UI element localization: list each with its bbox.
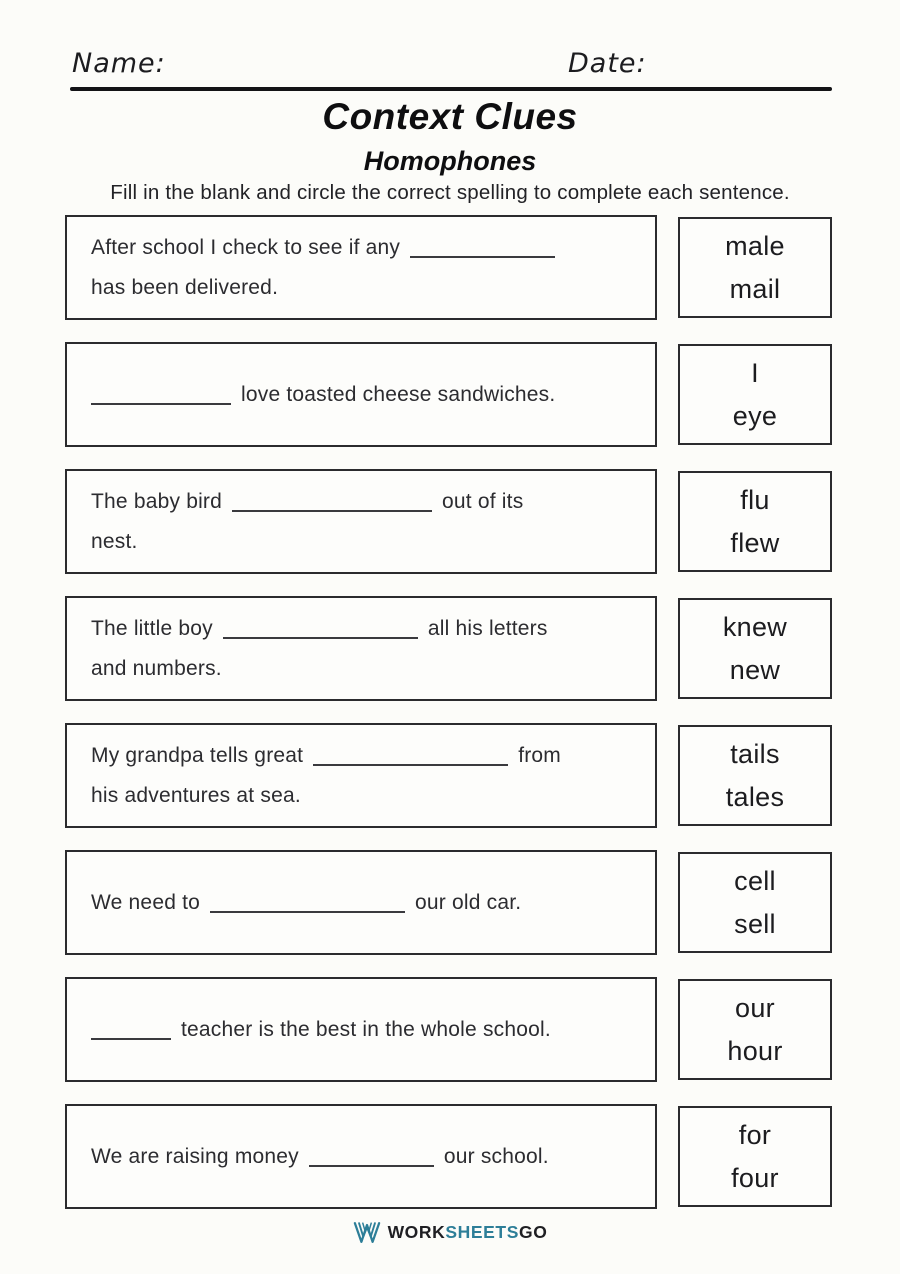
- exercise-row-2: [65, 342, 832, 447]
- word-choice-box: [678, 598, 832, 699]
- choice-word[interactable]: cell: [734, 865, 776, 896]
- sentence-text: [91, 609, 548, 689]
- sentence-segment: We need to: [91, 890, 201, 914]
- exercise-row-7: [65, 977, 832, 1082]
- instructions-text: Fill in the blank and circle the correct spelling to complete each sentence.: [110, 181, 790, 204]
- choice-word[interactable]: our: [735, 992, 775, 1023]
- choice-word[interactable]: sell: [734, 908, 776, 939]
- sentence-segment: nest.: [91, 529, 138, 553]
- sentence-segment: The little boy: [91, 616, 213, 640]
- sentence-segment: After school I check to see if any: [91, 235, 401, 259]
- exercise-row-6: [65, 850, 832, 955]
- fill-blank[interactable]: [91, 1018, 171, 1040]
- choice-word[interactable]: flu: [740, 484, 770, 515]
- choice-word[interactable]: mail: [729, 273, 781, 304]
- word-choice-box: [678, 471, 832, 572]
- choice-word[interactable]: new: [729, 654, 781, 685]
- choice-word[interactable]: flew: [730, 527, 780, 558]
- name-label: Name:: [72, 48, 166, 79]
- sentence-segment: his adventures at sea.: [91, 783, 301, 807]
- sentence-segment: all his letters: [427, 616, 548, 640]
- sentence-text: [91, 228, 565, 308]
- sentence-segment: from: [518, 743, 561, 767]
- choice-word[interactable]: for: [738, 1119, 772, 1150]
- worksheetsgo-w-icon: [353, 1221, 381, 1244]
- sentence-segment: our old car.: [415, 890, 522, 914]
- sentence-text: [91, 1137, 549, 1177]
- fill-blank[interactable]: [223, 617, 418, 639]
- header-rule: [70, 87, 832, 91]
- page-subtitle: Homophones: [363, 146, 537, 176]
- sentence-box: [65, 342, 657, 447]
- brand-wordmark: [388, 1222, 548, 1243]
- fill-blank[interactable]: [309, 1145, 434, 1167]
- choice-word[interactable]: four: [731, 1162, 779, 1193]
- fill-blank[interactable]: [410, 236, 555, 258]
- sentence-text: [91, 736, 561, 816]
- sentence-segment: has been delivered.: [91, 275, 279, 299]
- sentence-text: [91, 375, 555, 415]
- sentence-segment: out of its: [442, 489, 524, 513]
- exercise-row-1: [65, 215, 832, 320]
- exercise-row-4: [65, 596, 832, 701]
- sentence-segment: love toasted cheese sandwiches.: [241, 382, 556, 406]
- word-choice-box: [678, 725, 832, 826]
- word-choice-box: [678, 852, 832, 953]
- sentence-box: [65, 596, 657, 701]
- sentence-segment: teacher is the best in the whole school.: [181, 1017, 551, 1041]
- footer-brand: [0, 1221, 900, 1244]
- word-choice-box: [678, 1106, 832, 1207]
- exercise-row-5: [65, 723, 832, 828]
- exercise-row-3: [65, 469, 832, 574]
- choice-word[interactable]: tales: [725, 781, 785, 812]
- sentence-box: [65, 215, 657, 320]
- choice-word[interactable]: male: [725, 230, 785, 261]
- sentence-box: [65, 850, 657, 955]
- exercise-row-8: [65, 1104, 832, 1209]
- brand-part-work: WORK: [387, 1222, 446, 1242]
- sentence-text: [91, 883, 521, 923]
- sentence-text: [91, 482, 523, 562]
- page-title: Context Clues: [322, 96, 578, 137]
- brand-part-sheets: SHEETS: [445, 1222, 519, 1242]
- word-choice-box: [678, 979, 832, 1080]
- sentence-box: [65, 723, 657, 828]
- sentence-segment: My grandpa tells great: [91, 743, 304, 767]
- choice-word[interactable]: knew: [722, 611, 788, 642]
- fill-blank[interactable]: [232, 490, 432, 512]
- choice-word[interactable]: I: [751, 357, 759, 388]
- choice-word[interactable]: eye: [732, 400, 778, 431]
- fill-blank[interactable]: [313, 744, 508, 766]
- sentence-segment: and numbers.: [91, 656, 222, 680]
- fill-blank[interactable]: [91, 383, 231, 405]
- sentence-box: [65, 469, 657, 574]
- sentence-segment: We are raising money: [91, 1144, 299, 1168]
- choice-word[interactable]: hour: [727, 1035, 783, 1066]
- sentence-segment: The baby bird: [91, 489, 223, 513]
- choice-word[interactable]: tails: [730, 738, 780, 769]
- sentence-segment: our school.: [443, 1144, 549, 1168]
- fill-blank[interactable]: [210, 891, 405, 913]
- word-choice-box: [678, 344, 832, 445]
- sentence-box: [65, 1104, 657, 1209]
- exercise-rows: [65, 215, 832, 1231]
- sentence-box: [65, 977, 657, 1082]
- date-label: Date:: [568, 48, 647, 79]
- brand-part-go: GO: [519, 1222, 548, 1242]
- word-choice-box: [678, 217, 832, 318]
- sentence-text: [91, 1010, 551, 1050]
